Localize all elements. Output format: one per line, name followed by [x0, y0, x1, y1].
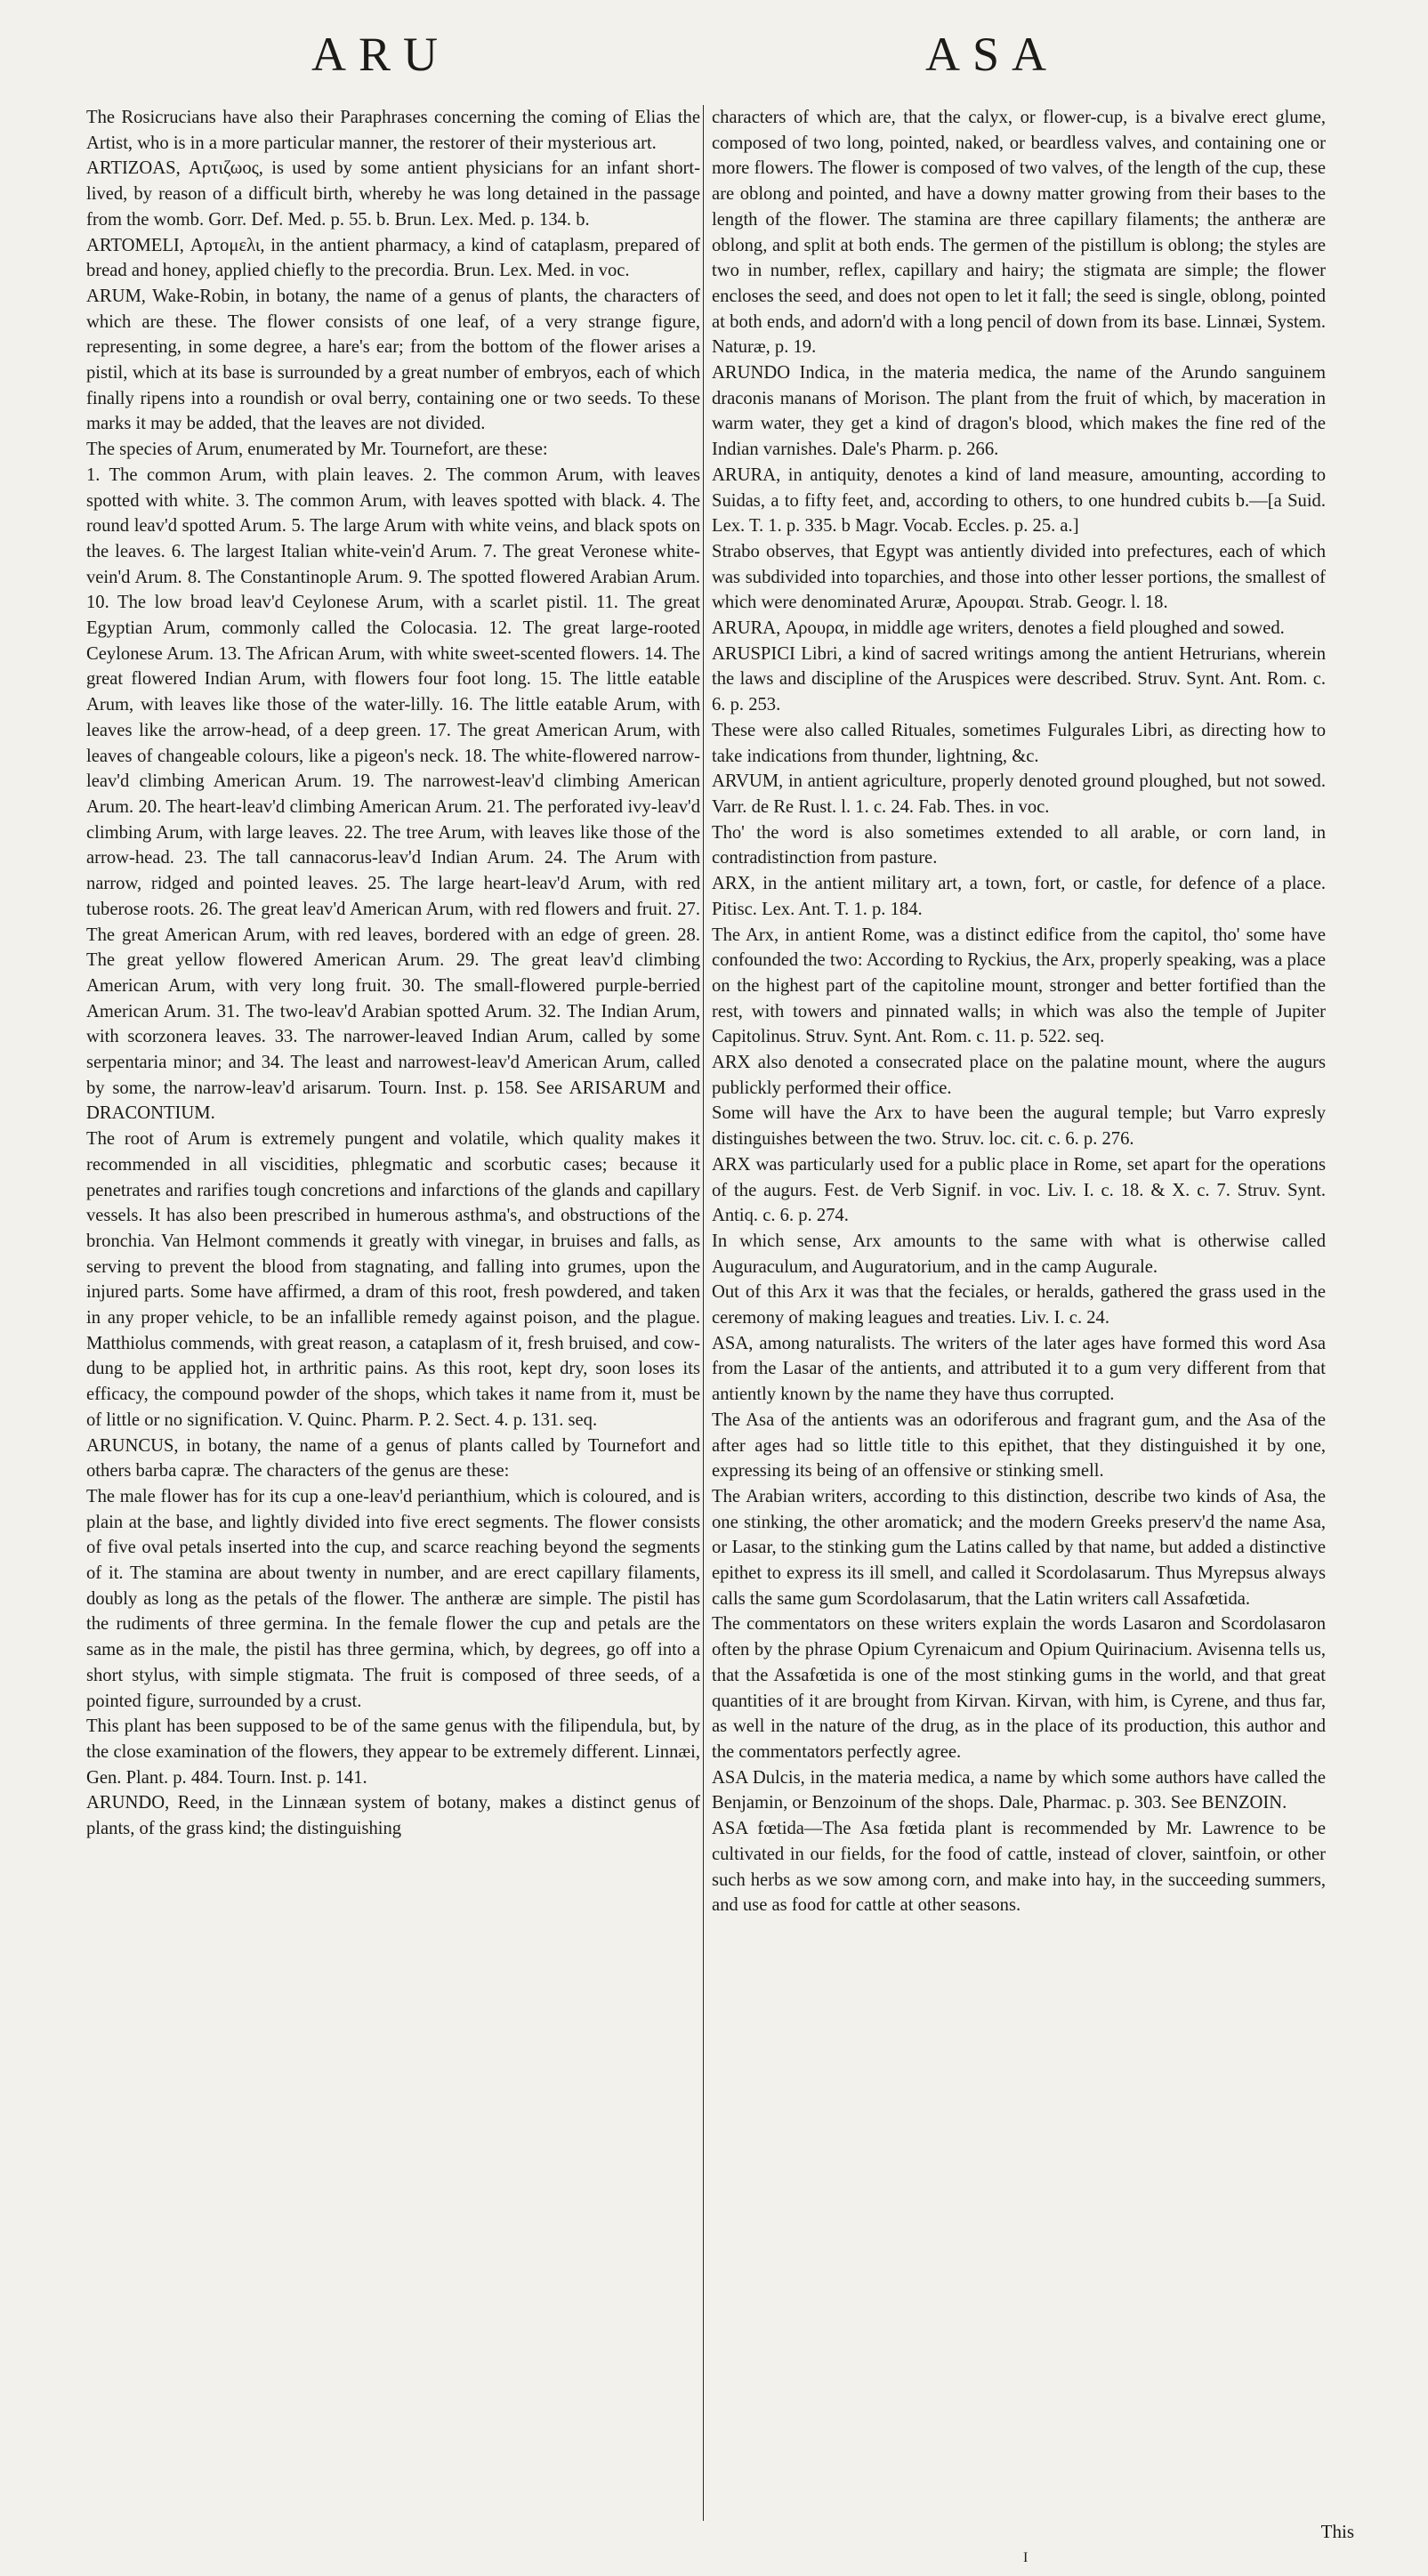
- right-column-paragraph: ARUSPICI Libri, a kind of sacred writings among the antient Hetrurians, wherein the laws and discipline of the Aruspices were described. Struv. Synt. Ant. Rom. c. 6. p. 253.: [712, 643, 1326, 715]
- right-column-paragraph: ARX, in the antient military art, a town, fort, or castle, for defence of a place. Pitisc. Lex. Ant. T. 1. p. 184.: [712, 874, 1326, 919]
- right-column-paragraph: ARVUM, in antient agriculture, properly denoted ground ploughed, but not sowed. Varr. de Re Rust. l. 1. c. 24. Fab. Thes. in voc.: [712, 771, 1326, 817]
- right-column-paragraph: Strabo observes, that Egypt was antiently divided into prefectures, each of which was subdivided into toparchies, and those into other lesser portions, the smallest of which were denominated Aruræ, Αρουραι. Strab. Geogr. l. 18.: [712, 541, 1326, 613]
- left-column-paragraph: ARTOMELI, Αρτομελι, in the antient pharmacy, a kind of cataplasm, prepared of bread and honey, applied chiefly to the precordia. Brun. Lex. Med. in voc.: [86, 235, 700, 281]
- signature-mark: I: [1023, 2550, 1029, 2565]
- right-column-paragraph: In which sense, Arx amounts to the same with what is otherwise called Auguraculum, and Auguratorium, and in the camp Augurale.: [712, 1231, 1326, 1277]
- right-column-paragraph: ARURA, in antiquity, denotes a kind of land measure, amounting, according to Suidas, a to fifty feet, and, according to others, to one hundred cubits b.—[a Suid. Lex. T. 1. p. 335. b Magr. Vocab. Eccles. p. 25. a.]: [712, 464, 1326, 537]
- left-column-paragraph: ARUNCUS, in botany, the name of a genus of plants called by Tournefort and others barba capræ. The characters of the genus are these:: [86, 1435, 700, 1482]
- right-column-paragraph: ASA, among naturalists. The writers of the later ages have formed this word Asa from the Lasar of the antients, and attributed it to a gum very different from that antiently known by the name they have thus corrupted.: [712, 1333, 1326, 1405]
- right-column-paragraph: These were also called Rituales, sometimes Fulgurales Libri, as directing how to take indications from thunder, lightning, &c.: [712, 720, 1326, 766]
- catchword: This: [1320, 2521, 1354, 2542]
- right-column-paragraph: The Arx, in antient Rome, was a distinct edifice from the capitol, tho' some have confounded the two: According to Ryckius, the Arx, properly speaking, was a place on the highest part of the capitoline mount, stronger and better fortified than the rest, with towers and pinnated walls; in which was also the temple of Jupiter Capitolinus. Struv. Synt. Ant. Rom. c. 11. p. 522. seq.: [712, 925, 1326, 1047]
- left-column-paragraph: The male flower has for its cup a one-leav'd perianthium, which is coloured, and is plain at the base, and lightly divided into five erect segments. The flower consists of five oval petals inserted into the cup, and scarce reaching beyond the segments of it. The stamina are about twenty in number, and are erect capillary filaments, doubly as long as the petals of the flower. The antheræ are simple. The pistil has the rudiments of three germina. In the female flower the cup and petals are the same as in the male, the pistil has three germina, which, by degrees, go off into a short stylus, with simple stigmata. The fruit is composed of three seeds, of a pointed figure, surrounded by a crust.: [86, 1486, 700, 1711]
- left-column-paragraph: ARTIZOAS, Αρτιζωος, is used by some antient physicians for an infant short-lived, by reason of a difficult birth, whereby he was long detained in the passage from the womb. Gorr. Def. Med. p. 55. b. Brun. Lex. Med. p. 134. b.: [86, 158, 700, 230]
- right-column-paragraph: The commentators on these writers explain the words Lasaron and Scordolasaron often by the phrase Opium Cyrenaicum and Opium Quirinacium. Avisenna tells us, that the Assafœtida is one of the most stinking gums in the world, and that great quantities of it are brought from Kirvan. Kirvan, with him, is Cyrene, and thus far, as well in the nature of the drug, as in the place of its production, this author and the commentators perfectly agree.: [712, 1614, 1326, 1762]
- running-head-right: ASA: [925, 28, 1060, 81]
- right-column-paragraph: The Arabian writers, according to this distinction, describe two kinds of Asa, the one stinking, the other aromatick; and the modern Greeks preserv'd the name Asa, or Lasar, to the stinking gum the Latins called by that name, but added a distinctive epithet to express its ill smell, and called it Scordolasarum. Thus Myrepsus always calls the same gum Scordolasarum, that the Latin writers call Assafœtida.: [712, 1486, 1326, 1609]
- right-column-paragraph: ARX was particularly used for a public place in Rome, set apart for the operations of the augurs. Fest. de Verb Signif. in voc. Liv. I. c. 18. & X. c. 7. Struv. Synt. Antiq. c. 6. p. 274.: [712, 1154, 1326, 1226]
- column-divider: [703, 105, 704, 2521]
- right-column-paragraph: Out of this Arx it was that the feciales, or heralds, gathered the grass used in the ceremony of making leagues and treaties. Liv. I. c. 24.: [712, 1282, 1326, 1328]
- right-column-paragraph: ARURA, Αρουρα, in middle age writers, denotes a field ploughed and sowed.: [712, 618, 1285, 639]
- left-column-paragraph: 1. The common Arum, with plain leaves. 2. The common Arum, with leaves spotted with white. 3. The common Arum, with leaves spotted with black. 4. The round leav'd spotted Arum. 5. The large Arum with white veins, and black spots on the leaves. 6. The largest Italian white-vein'd Arum. 7. The great Veronese white-vein'd Arum. 8. The Constantinople Arum. 9. The spotted flowered Arabian Arum. 10. The low broad leav'd Ceylonese Arum, with a scarlet pistil. 11. The great Egyptian Arum, commonly called the Colocasia. 12. The great large-rooted Ceylonese Arum. 13. The African Arum, with white sweet-scented flowers. 14. The great flowered Indian Arum, with flowers four foot long. 15. The little eatable Arum, with leaves like those of the water-lilly. 16. The little eatable Arum, with leaves like the arrow-head, of a deep green. 17. The great American Arum, with leaves of changeable colours, like a pigeon's neck. 18. The white-flowered narrow-leav'd climbing American Arum. 19. The narrowest-leav'd climbing American Arum. 20. The heart-leav'd climbing American Arum. 21. The perforated ivy-leav'd climbing Arum, with large leaves. 22. The tree Arum, with leaves like those of the arrow-head. 23. The tall cannacorus-leav'd Indian Arum. 24. The Arum with narrow, ridged and pointed leaves. 25. The large heart-leav'd Arum, with red tuberose roots. 26. The great leav'd American Arum, with red flowers and fruit. 27. The great American Arum, with red leaves, bordered with an edge of green. 28. The great yellow flowered American Arum. 29. The great leav'd climbing American Arum, with very long fruit. 30. The small-flowered purple-berried American Arum. 31. The two-leav'd Arabian spotted Arum. 32. The Indian Arum, with scorzonera leaves. 33. The narrower-leaved Indian Arum, called by some serpentaria minor; and 34. The least and narrowest-leav'd American Arum, called by some, the narrow-leav'd arisarum. Tourn. Inst. p. 158. See ARISARUM and DRACONTIUM.: [86, 464, 700, 1124]
- left-column-paragraph: This plant has been supposed to be of the same genus with the filipendula, but, by the close examination of the flowers, they appear to be extremely different. Linnæi, Gen. Plant. p. 484. Tourn. Inst. p. 141.: [86, 1716, 700, 1788]
- left-column-paragraph: The root of Arum is extremely pungent and volatile, which quality makes it recommended in all viscidities, phlegmatic and scorbutic cases; because it penetrates and rarifies tough concretions and infarctions of the glands and capillary vessels. It has also been prescribed in humerous asthma's, and obstructions of the bronchia. Van Helmont commends it greatly with vinegar, in bruises and falls, as serving to prevent the blood from stagnating, and falling into grumes, upon the injured parts. Some have affirmed, a dram of this root, fresh powdered, and taken in any proper vehicle, to be an infallible remedy against poison, and the plague. Matthiolus commends, with great reason, a cataplasm of it, fresh bruised, and cow-dung to be applied hot, in arthritic pains. As this root, kept dry, soon loses its efficacy, the compound powder of the shops, which takes it name from it, must be of little or no signification. V. Quinc. Pharm. P. 2. Sect. 4. p. 131. seq.: [86, 1129, 700, 1430]
- right-column-paragraph: ASA fœtida—The Asa fœtida plant is recommended by Mr. Lawrence to be cultivated in our fields, for the food of cattle, instead of clover, saintfoin, or other such herbs as we sow among corn, and make into hay, in the succeeding summers, and use as food for cattle at other seasons.: [712, 1819, 1326, 1916]
- right-column-paragraph: Some will have the Arx to have been the augural temple; but Varro expresly distinguishes between the two. Struv. loc. cit. c. 6. p. 276.: [712, 1103, 1326, 1150]
- right-column-paragraph: Tho' the word is also sometimes extended to all arable, or corn land, in contradistinction from pasture.: [712, 822, 1326, 868]
- left-column: [86, 105, 700, 1842]
- running-head-left: ARU: [311, 28, 451, 81]
- left-column-paragraph: ARUNDO, Reed, in the Linnæan system of botany, makes a distinct genus of plants, of the grass kind; the distinguishing: [86, 1793, 700, 1839]
- left-column-paragraph: The Rosicrucians have also their Paraphrases concerning the coming of Elias the Artist, who is in a more particular manner, the restorer of their mysterious art.: [86, 108, 700, 153]
- left-column-paragraph: The species of Arum, enumerated by Mr. Tournefort, are these:: [86, 440, 548, 460]
- left-column-paragraph: ARUM, Wake-Robin, in botany, the name of a genus of plants, the characters of which are these. The flower consists of one leaf, of a very strange figure, representing, in some degree, a hare's ear; from the bottom of the flower arises a pistil, which at its base is surrounded by a great number of embryos, each of which finally ripens into a roundish or oval berry, containing one or two seeds. To these marks it may be added, that the leaves are not divided.: [86, 286, 700, 434]
- right-column-paragraph: characters of which are, that the calyx, or flower-cup, is a bivalve erect glume, composed of two long, pointed, naked, or beardless valves, and containing one or more flowers. The flower is composed of two valves, of the length of the cup, these are oblong and pointed, and have a downy matter growing from their bases to the length of the flower. The stamina are three capillary filaments; the antheræ are oblong, and split at both ends. The germen of the pistillum is oblong; the styles are two in number, reflex, capillary and hairy; the stigmata are simple; the flower encloses the seed, and does not open to let it fall; the seed is single, oblong, pointed at both ends, and adorn'd with a long pencil of down from its base. Linnæi, System. Naturæ, p. 19.: [712, 108, 1326, 358]
- right-column-paragraph: The Asa of the antients was an odoriferous and fragrant gum, and the Asa of the after ages had so little title to this epithet, that they distinguished it by one, expressing its being of an offensive or stinking smell.: [712, 1409, 1326, 1482]
- right-column: [712, 105, 1326, 1918]
- right-column-paragraph: ARX also denoted a consecrated place on the palatine mount, where the augurs publickly performed their office.: [712, 1053, 1326, 1098]
- right-column-paragraph: ASA Dulcis, in the materia medica, a name by which some authors have called the Benjamin, or Benzoinum of the shops. Dale, Pharmac. p. 303. See BENZOIN.: [712, 1767, 1326, 1813]
- right-column-paragraph: ARUNDO Indica, in the materia medica, the name of the Arundo sanguinem draconis manans of Morison. The plant from the fruit of which, by maceration in warm water, they get a kind of dragon's blood, which makes the fine red of the Indian varnishes. Dale's Pharm. p. 266.: [712, 363, 1326, 460]
